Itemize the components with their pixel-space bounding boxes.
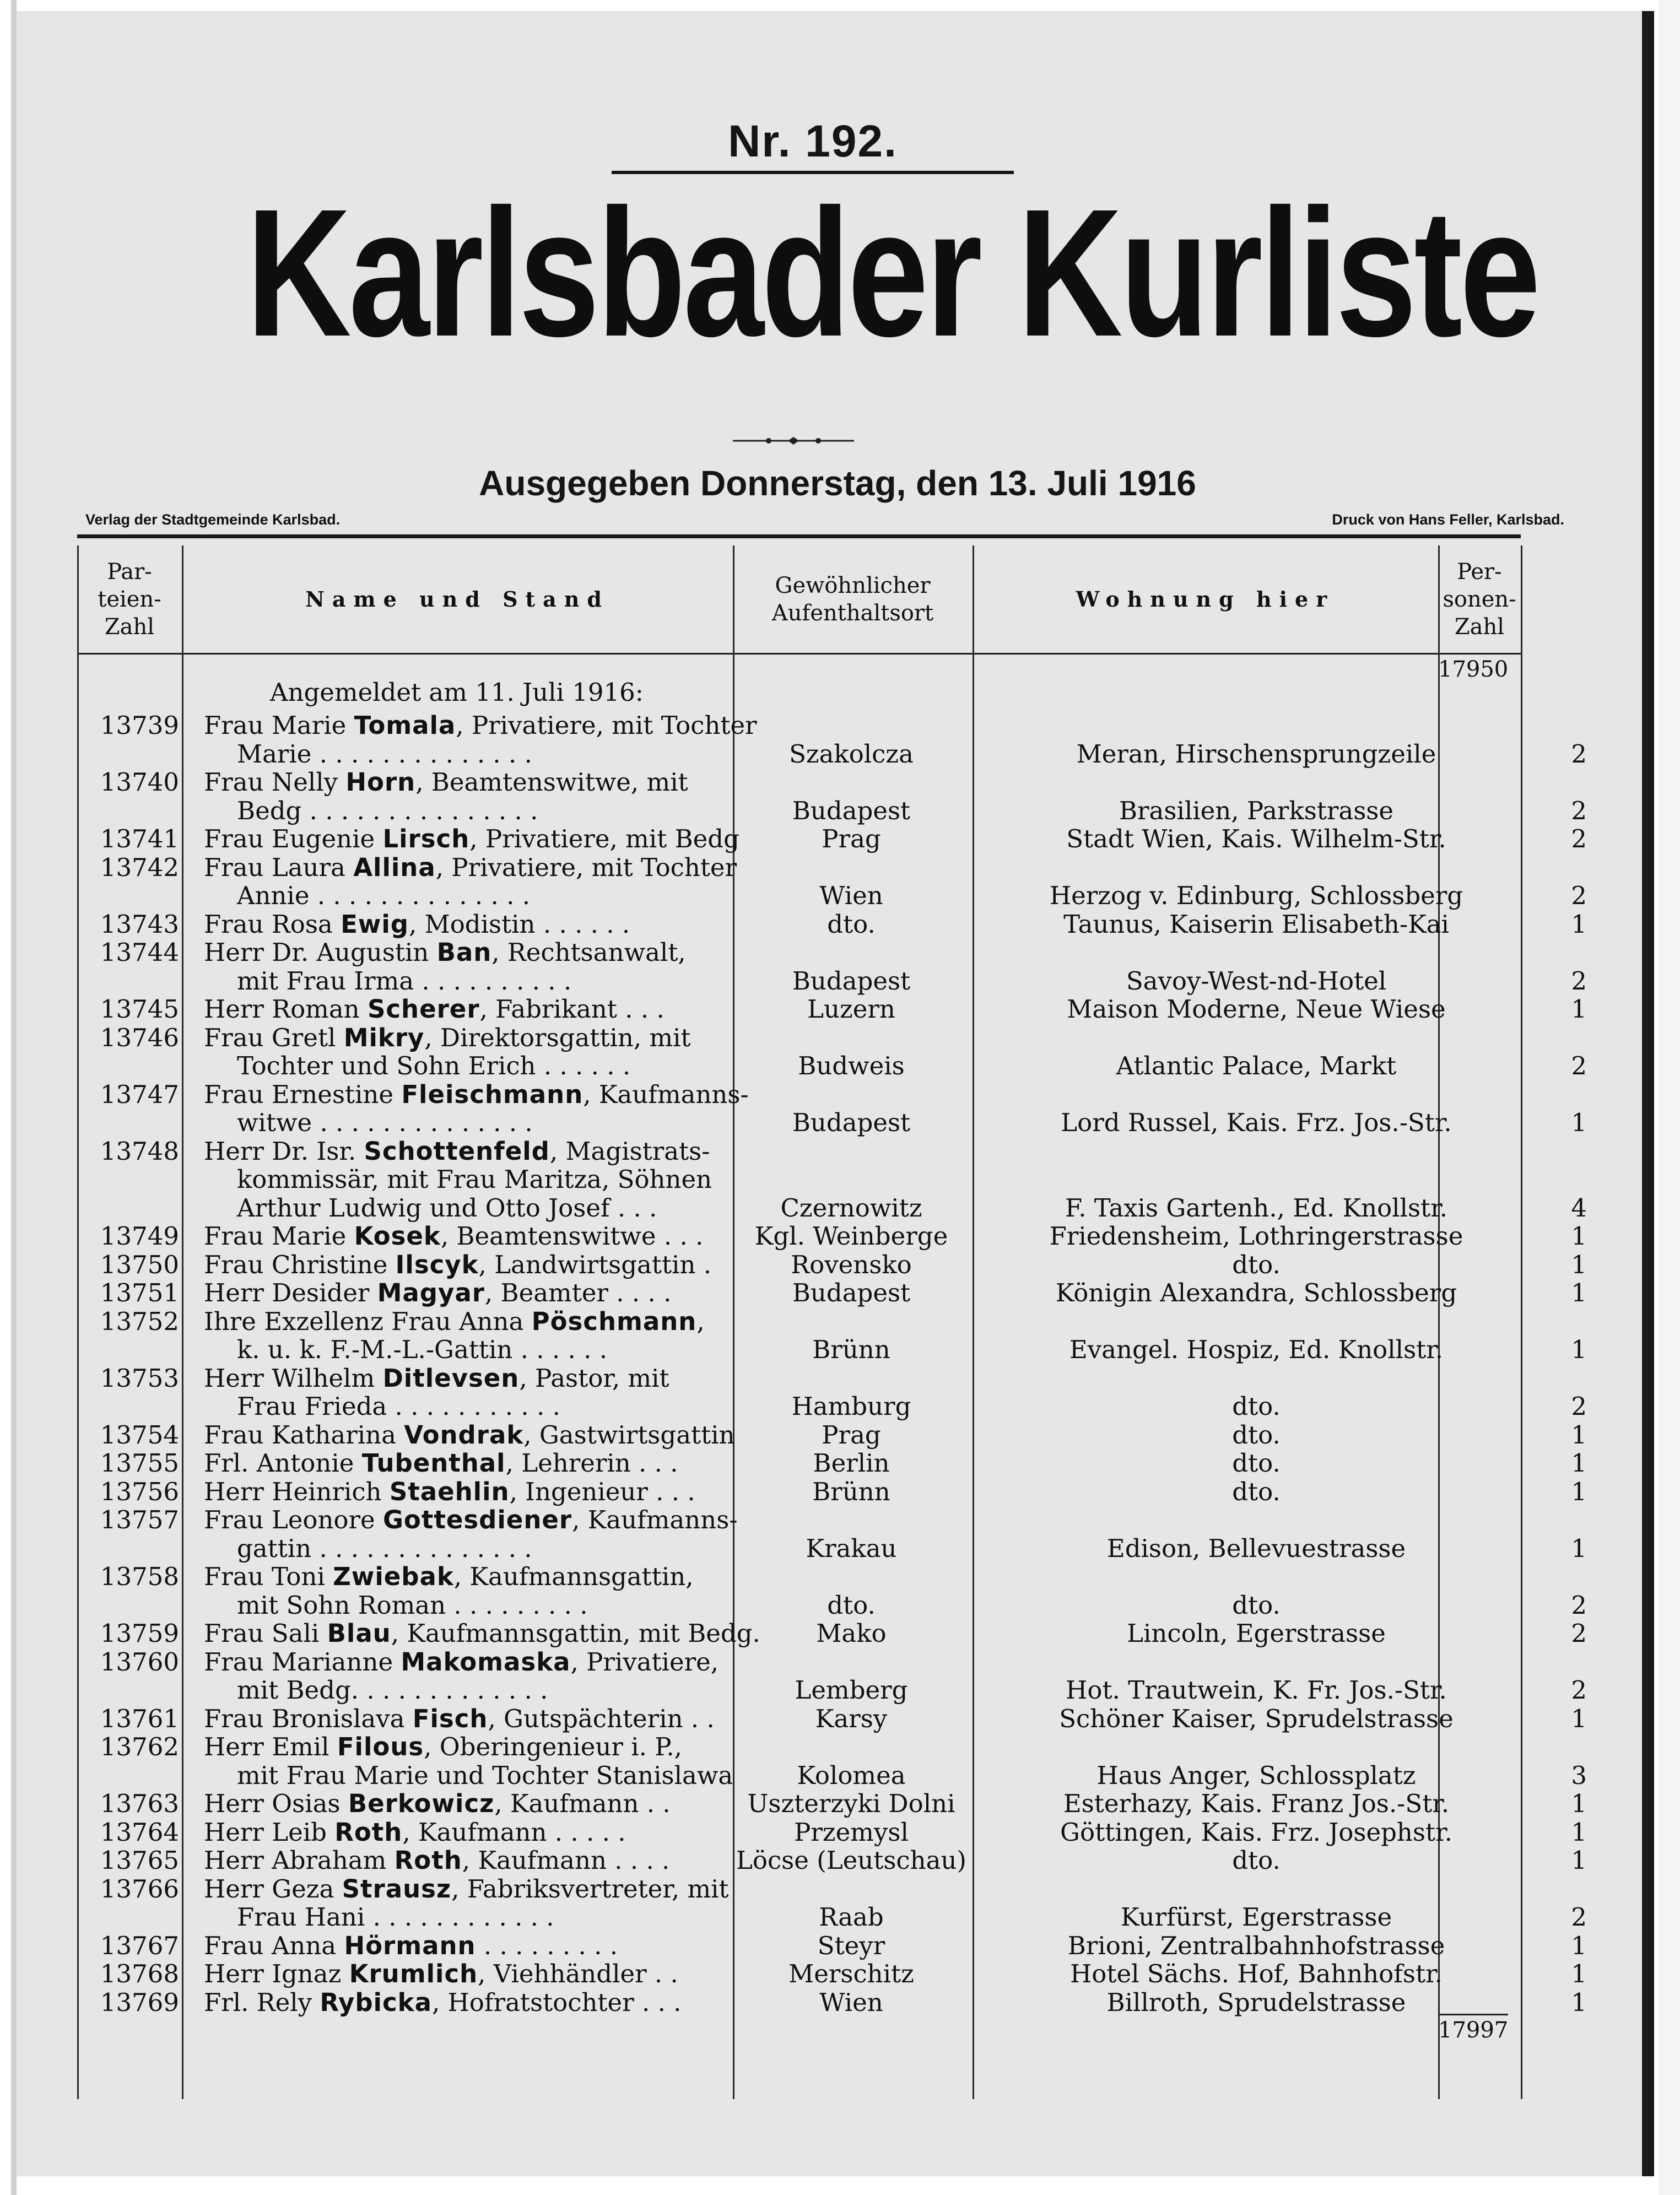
lodging-address: Edison, Bellevuestrasse xyxy=(1106,1533,1406,1563)
surname: Tomala xyxy=(354,711,456,740)
guest-name xyxy=(204,1080,749,1109)
party-number: 13748 xyxy=(100,1136,179,1166)
name-continuation: k. u. k. F.-M.-L.-Gattin . . . . . . xyxy=(237,1335,608,1364)
name-prefix: Herr Abraham xyxy=(204,1846,395,1875)
surname: Zwiebak xyxy=(333,1562,454,1591)
party-number: 13753 xyxy=(100,1363,179,1393)
name-suffix: , Kaufmann . . . . . xyxy=(402,1817,626,1847)
name-suffix: , Hofratstochter . . . xyxy=(431,1987,682,2017)
name-suffix: , Privatiere, mit Tochter xyxy=(456,711,757,740)
usual-residence: Prag xyxy=(822,1420,881,1450)
usual-residence: Hamburg xyxy=(791,1392,911,1421)
guest-name xyxy=(204,1477,695,1506)
persons-count: 1 xyxy=(1571,1250,1587,1279)
guest-name xyxy=(204,938,686,967)
name-prefix: Frau Sali xyxy=(204,1619,327,1648)
lodging-address: Herzog v. Edinburg, Schlossberg xyxy=(1049,881,1463,910)
lodging-address: Savoy-West-nd-Hotel xyxy=(1126,966,1387,996)
carry-over-total: 17950 xyxy=(1438,657,1509,682)
lodging-address: Brioni, Zentralbahnhofstrasse xyxy=(1067,1931,1445,1960)
usual-residence: Czernowitz xyxy=(780,1193,922,1223)
name-suffix: , Rechtsanwalt, xyxy=(491,938,686,967)
issue-date-line: Ausgegeben Donnerstag, den 13. Juli 1916 xyxy=(479,463,1196,503)
name-prefix: Frau Marianne xyxy=(204,1647,401,1677)
guest-name xyxy=(204,1931,618,1960)
persons-count: 2 xyxy=(1571,739,1587,769)
guest-name xyxy=(204,1023,691,1052)
party-number: 13741 xyxy=(100,824,179,853)
printer-line: Druck von Hans Feller, Karlsbad. xyxy=(1332,511,1564,528)
lodging-address: Hotel Sächs. Hof, Bahnhofstr. xyxy=(1070,1959,1443,1988)
name-suffix: , Beamter . . . . xyxy=(484,1278,672,1307)
lodging-address: Taunus, Kaiserin Elisabeth-Kai xyxy=(1063,909,1449,939)
usual-residence: Prag xyxy=(822,824,881,853)
persons-count: 4 xyxy=(1571,1193,1587,1223)
lodging-address: Haus Anger, Schlossplatz xyxy=(1096,1760,1416,1790)
surname: Roth xyxy=(334,1817,403,1847)
name-suffix: , Landwirtsgattin . xyxy=(478,1250,712,1279)
usual-residence: dto. xyxy=(827,1590,876,1620)
persons-count: 1 xyxy=(1571,1108,1587,1137)
guest-name xyxy=(204,853,737,882)
usual-residence: Lemberg xyxy=(795,1675,908,1705)
lodging-address: dto. xyxy=(1232,1846,1281,1875)
name-prefix: Frau Christine xyxy=(204,1250,396,1279)
name-suffix: , Oberingenieur i. P., xyxy=(424,1732,682,1761)
name-prefix: Frau Anna xyxy=(204,1931,344,1960)
column-header-residence: Gewöhnlicher Aufenthaltsort xyxy=(771,572,934,626)
lodging-address: Brasilien, Parkstrasse xyxy=(1119,796,1394,825)
name-suffix: , Fabriksvertreter, mit xyxy=(451,1874,729,1904)
lodging-address: F. Taxis Gartenh., Ed. Knollstr. xyxy=(1065,1193,1447,1223)
guest-name xyxy=(204,767,688,797)
lodging-address: Evangel. Hospiz, Ed. Knollstr. xyxy=(1069,1335,1444,1364)
name-suffix: . . . . . . . . . xyxy=(476,1931,618,1960)
lodging-address: Billroth, Sprudelstrasse xyxy=(1106,1987,1406,2017)
usual-residence: Rovensko xyxy=(791,1250,912,1279)
name-prefix: Frau Marie xyxy=(204,711,354,740)
persons-count: 1 xyxy=(1571,1846,1587,1875)
section-heading: Angemeldet am 11. Juli 1916: xyxy=(270,678,644,707)
name-continuation: mit Frau Marie und Tochter Stanislawa xyxy=(237,1760,733,1790)
usual-residence: Budapest xyxy=(792,1108,911,1137)
scan-edge-right xyxy=(1659,0,1680,2195)
guest-name xyxy=(204,1732,682,1761)
name-suffix: , Privatiere, mit Bedg xyxy=(469,824,739,853)
name-suffix: , Privatiere, xyxy=(570,1647,719,1677)
guest-name xyxy=(204,1818,626,1847)
column-header-rule xyxy=(77,653,1521,655)
surname: Mikry xyxy=(343,1023,425,1052)
party-number: 13761 xyxy=(100,1704,179,1733)
name-prefix: Frau Katharina xyxy=(204,1420,404,1450)
surname: Roth xyxy=(394,1846,462,1875)
surname: Schottenfeld xyxy=(364,1136,550,1166)
column-header-persons: Per- sonen- Zahl xyxy=(1443,559,1516,640)
surname: Allina xyxy=(353,852,436,882)
name-prefix: Herr Leib xyxy=(204,1817,335,1847)
name-suffix: , Beamtenswitwe . . . xyxy=(440,1221,704,1251)
persons-count: 1 xyxy=(1571,1278,1587,1307)
party-number: 13755 xyxy=(100,1448,179,1478)
name-suffix: , Viehhändler . . xyxy=(478,1959,678,1988)
usual-residence: Berlin xyxy=(813,1448,890,1478)
guest-name xyxy=(204,824,739,853)
name-prefix: Frau Leonore xyxy=(204,1505,383,1534)
usual-residence: Przemysl xyxy=(794,1817,909,1847)
lodging-address: Göttingen, Kais. Frz. Josephstr. xyxy=(1060,1817,1452,1847)
name-prefix: Herr Desider xyxy=(204,1278,377,1307)
lodging-address: Schöner Kaiser, Sprudelstrasse xyxy=(1059,1704,1454,1733)
surname: Magyar xyxy=(377,1278,485,1307)
party-number: 13766 xyxy=(100,1874,179,1904)
name-prefix: Herr Heinrich xyxy=(204,1477,390,1506)
lodging-address: Friedensheim, Lothringerstrasse xyxy=(1049,1221,1463,1251)
party-number: 13765 xyxy=(100,1846,179,1875)
party-number: 13740 xyxy=(100,767,179,797)
guest-name xyxy=(204,1420,735,1450)
persons-count: 2 xyxy=(1571,966,1587,996)
guest-name xyxy=(204,1704,715,1733)
name-suffix: , Gastwirtsgattin xyxy=(523,1420,735,1450)
surname: Blau xyxy=(327,1619,391,1648)
guest-name xyxy=(204,1874,729,1904)
name-prefix: Frau Toni xyxy=(204,1562,333,1591)
persons-count: 1 xyxy=(1571,994,1587,1024)
usual-residence: Steyr xyxy=(817,1931,885,1960)
lodging-address: dto. xyxy=(1232,1590,1281,1620)
masthead-title: Karlsbader Kurliste xyxy=(246,171,1538,374)
lodging-address: Hot. Trautwein, K. Fr. Jos.-Str. xyxy=(1066,1675,1447,1705)
guest-name xyxy=(204,1307,705,1336)
guest-name xyxy=(204,1278,671,1307)
party-number: 13747 xyxy=(100,1079,179,1109)
persons-count: 3 xyxy=(1571,1760,1587,1790)
name-continuation: gattin . . . . . . . . . . . . . . xyxy=(237,1533,532,1563)
name-prefix: Herr Ignaz xyxy=(204,1959,349,1988)
usual-residence: Budapest xyxy=(792,1278,911,1307)
persons-count: 1 xyxy=(1571,1335,1587,1364)
guest-name xyxy=(204,1789,671,1818)
surname: Ilscyk xyxy=(395,1250,479,1279)
name-suffix: , Pastor, mit xyxy=(519,1363,669,1393)
persons-count: 2 xyxy=(1571,1590,1587,1620)
name-continuation: Frau Hani . . . . . . . . . . . . xyxy=(237,1902,554,1932)
guest-name xyxy=(204,1647,719,1677)
usual-residence: Budweis xyxy=(798,1051,905,1080)
lodging-address: Königin Alexandra, Schlossberg xyxy=(1055,1278,1457,1307)
persons-count: 1 xyxy=(1571,1533,1587,1563)
persons-count: 1 xyxy=(1571,1817,1587,1847)
name-prefix: Frau Gretl xyxy=(204,1023,344,1052)
party-number: 13745 xyxy=(100,994,179,1024)
surname: Krumlich xyxy=(349,1959,478,1988)
usual-residence: Szakolcza xyxy=(789,739,914,769)
persons-count: 1 xyxy=(1571,1704,1587,1733)
guest-name xyxy=(204,1221,703,1251)
persons-count: 1 xyxy=(1571,1987,1587,2017)
usual-residence: Mako xyxy=(816,1619,887,1648)
lodging-address: Kurfürst, Egerstrasse xyxy=(1120,1902,1392,1932)
usual-residence: Budapest xyxy=(792,966,911,996)
party-number: 13768 xyxy=(100,1959,179,1988)
lodging-address: dto. xyxy=(1232,1448,1281,1478)
surname: Ewig xyxy=(341,909,409,939)
name-prefix: Frau Eugenie xyxy=(204,824,383,853)
party-number: 13758 xyxy=(100,1562,179,1591)
guest-name xyxy=(204,1562,694,1591)
guest-name xyxy=(204,1988,681,2017)
name-continuation: Frau Frieda . . . . . . . . . . . xyxy=(237,1392,560,1421)
persons-count: 2 xyxy=(1571,1902,1587,1932)
guest-name xyxy=(204,711,757,740)
party-number: 13763 xyxy=(100,1789,179,1818)
persons-count: 2 xyxy=(1571,1675,1587,1705)
lodging-address: dto. xyxy=(1232,1477,1281,1506)
surname: Filous xyxy=(337,1732,424,1761)
party-number: 13742 xyxy=(100,852,179,882)
persons-count: 2 xyxy=(1571,881,1587,910)
persons-count: 1 xyxy=(1571,1420,1587,1450)
masthead-ornament xyxy=(733,435,854,446)
name-prefix: Frau Marie xyxy=(204,1221,354,1251)
persons-count: 2 xyxy=(1571,1392,1587,1421)
usual-residence: Wien xyxy=(819,1987,883,2017)
surname: Hörmann xyxy=(344,1931,476,1960)
name-prefix: Frau Laura xyxy=(204,852,354,882)
usual-residence: Löcse (Leutschau) xyxy=(736,1846,966,1875)
usual-residence: Merschitz xyxy=(788,1959,914,1988)
name-prefix: Herr Osias xyxy=(204,1789,348,1818)
party-number: 13752 xyxy=(100,1306,179,1336)
guest-name xyxy=(204,1448,678,1478)
column-rule xyxy=(182,545,183,2099)
lodging-address: dto. xyxy=(1232,1420,1281,1450)
persons-count: 1 xyxy=(1571,1959,1587,1988)
usual-residence: Raab xyxy=(819,1902,884,1932)
persons-count: 1 xyxy=(1571,1221,1587,1251)
issue-number: Nr. 192. xyxy=(612,116,1014,174)
surname: Lirsch xyxy=(382,824,470,853)
surname: Gottesdiener xyxy=(382,1505,572,1534)
name-continuation: mit Bedg. . . . . . . . . . . . . xyxy=(237,1675,548,1705)
party-number: 13750 xyxy=(100,1250,179,1279)
party-number: 13746 xyxy=(100,1023,179,1052)
name-suffix: , Beamtenswitwe, mit xyxy=(415,767,688,797)
persons-count: 2 xyxy=(1571,824,1587,853)
name-prefix: Frau Bronislava xyxy=(204,1704,413,1733)
lodging-address: Lincoln, Egerstrasse xyxy=(1127,1619,1386,1648)
guest-name xyxy=(204,1846,669,1875)
guest-name xyxy=(204,1959,678,1988)
surname: Rybicka xyxy=(320,1987,432,2017)
name-prefix: Frl. Rely xyxy=(204,1987,320,2017)
name-prefix: Herr Roman xyxy=(204,994,368,1024)
party-number: 13762 xyxy=(100,1732,179,1761)
column-header-name: Name und Stand xyxy=(305,586,609,612)
surname: Berkowicz xyxy=(348,1789,495,1818)
party-number: 13743 xyxy=(100,909,179,939)
name-prefix: Herr Geza xyxy=(204,1874,342,1904)
surname: Pöschmann xyxy=(531,1306,697,1336)
name-prefix: Herr Emil xyxy=(204,1732,337,1761)
usual-residence: Krakau xyxy=(806,1533,897,1563)
name-suffix: , Kaufmanns- xyxy=(572,1505,738,1534)
surname: Vondrak xyxy=(404,1420,524,1450)
name-continuation: witwe . . . . . . . . . . . . . . xyxy=(237,1108,533,1137)
name-continuation: Marie . . . . . . . . . . . . . . xyxy=(237,739,532,769)
usual-residence: Brünn xyxy=(812,1335,890,1364)
surname: Tubenthal xyxy=(361,1448,506,1478)
column-header-party-no: Par- teien- Zahl xyxy=(98,559,161,640)
name-suffix: , Privatiere, mit Tochter xyxy=(435,852,737,882)
name-continuation: Arthur Ludwig und Otto Josef . . . xyxy=(237,1193,657,1223)
party-number: 13756 xyxy=(100,1477,179,1506)
party-number: 13739 xyxy=(100,711,179,740)
lodging-address: Stadt Wien, Kais. Wilhelm-Str. xyxy=(1066,824,1446,853)
persons-count: 1 xyxy=(1571,909,1587,939)
lodging-address: Atlantic Palace, Markt xyxy=(1116,1051,1397,1080)
name-prefix: Frl. Antonie xyxy=(204,1448,362,1478)
lodging-address: Esterhazy, Kais. Franz Jos.-Str. xyxy=(1063,1789,1450,1818)
surname: Kosek xyxy=(354,1221,441,1251)
usual-residence: Uszterzyki Dolni xyxy=(747,1789,955,1818)
persons-count: 2 xyxy=(1571,796,1587,825)
name-suffix: , Kaufmanns- xyxy=(583,1079,749,1109)
persons-count: 2 xyxy=(1571,1619,1587,1648)
name-prefix: Ihre Exzellenz Frau Anna xyxy=(204,1306,532,1336)
guest-name xyxy=(204,1505,738,1534)
party-number: 13760 xyxy=(100,1647,179,1677)
name-suffix: , Kaufmann . . . . xyxy=(462,1846,670,1875)
lodging-address: Maison Moderne, Neue Wiese xyxy=(1067,994,1446,1024)
usual-residence: Kgl. Weinberge xyxy=(754,1221,948,1251)
party-number: 13751 xyxy=(100,1278,179,1307)
party-number: 13757 xyxy=(100,1505,179,1534)
name-suffix: , Fabrikant . . . xyxy=(479,994,665,1024)
surname: Strausz xyxy=(342,1874,452,1904)
name-continuation: Bedg . . . . . . . . . . . . . . . xyxy=(237,796,538,825)
lodging-address: dto. xyxy=(1232,1250,1281,1279)
persons-count: 1 xyxy=(1571,1477,1587,1506)
party-number: 13764 xyxy=(100,1817,179,1847)
persons-count: 1 xyxy=(1571,1789,1587,1818)
surname: Ban xyxy=(436,938,492,967)
party-number: 13749 xyxy=(100,1221,179,1251)
party-number: 13767 xyxy=(100,1931,179,1960)
name-suffix: , Gutspächterin . . xyxy=(488,1704,715,1733)
usual-residence: Brünn xyxy=(812,1477,890,1506)
surname: Scherer xyxy=(367,994,480,1024)
column-rule xyxy=(973,545,974,2099)
name-suffix: , xyxy=(696,1306,705,1336)
guest-name xyxy=(204,1619,760,1648)
surname: Ditlevsen xyxy=(382,1363,520,1393)
lodging-address: dto. xyxy=(1232,1392,1281,1421)
name-continuation: Tochter und Sohn Erich . . . . . . xyxy=(237,1051,631,1080)
party-number: 13759 xyxy=(100,1619,179,1648)
name-suffix: , Ingenieur . . . xyxy=(509,1477,695,1506)
persons-count: 1 xyxy=(1571,1931,1587,1960)
surname: Fisch xyxy=(412,1704,488,1733)
name-suffix: , Direktorsgattin, mit xyxy=(424,1023,691,1052)
name-suffix: , Modistin . . . . . . xyxy=(409,909,630,939)
usual-residence: Budapest xyxy=(792,796,911,825)
scan-edge-left xyxy=(11,0,17,2195)
name-prefix: Herr Dr. Augustin xyxy=(204,938,437,967)
name-prefix: Herr Wilhelm xyxy=(204,1363,383,1393)
name-suffix: , Kaufmann . . xyxy=(494,1789,671,1818)
guest-name xyxy=(204,1250,711,1279)
guest-name xyxy=(204,994,665,1024)
name-continuation: Annie . . . . . . . . . . . . . . xyxy=(237,881,531,910)
party-number: 13769 xyxy=(100,1987,179,2017)
name-continuation: mit Frau Irma . . . . . . . . . . xyxy=(237,966,572,996)
usual-residence: Luzern xyxy=(807,994,895,1024)
surname: Fleischmann xyxy=(401,1079,584,1109)
name-suffix: , Magistrats- xyxy=(549,1136,710,1166)
usual-residence: Wien xyxy=(819,881,883,910)
lodging-address: Lord Russel, Kais. Frz. Jos.-Str. xyxy=(1061,1108,1452,1137)
name-suffix: , Lehrerin . . . xyxy=(505,1448,678,1478)
surname: Horn xyxy=(345,767,416,797)
lodging-address: Meran, Hirschensprungzeile xyxy=(1076,739,1436,769)
usual-residence: Karsy xyxy=(815,1704,888,1733)
name-continuation: kommissär, mit Frau Maritza, Söhnen xyxy=(237,1165,712,1194)
party-number: 13754 xyxy=(100,1420,179,1450)
final-total: 17997 xyxy=(1438,2014,1508,2043)
name-prefix: Herr Dr. Isr. xyxy=(204,1136,364,1166)
header-rule xyxy=(77,534,1521,538)
persons-count: 2 xyxy=(1571,1051,1587,1080)
name-prefix: Frau Nelly xyxy=(204,767,346,797)
name-suffix: , Kaufmannsgattin, xyxy=(453,1562,694,1591)
name-suffix: , Kaufmannsgattin, mit Bedg. xyxy=(391,1619,760,1648)
surname: Staehlin xyxy=(389,1477,510,1506)
surname: Makomaska xyxy=(401,1647,571,1677)
name-prefix: Frau Rosa xyxy=(204,909,341,939)
persons-count: 1 xyxy=(1571,1448,1587,1478)
guest-name xyxy=(204,1364,669,1393)
usual-residence: dto. xyxy=(827,909,876,939)
column-header-lodging: Wohnung hier xyxy=(1076,586,1335,612)
name-continuation: mit Sohn Roman . . . . . . . . . xyxy=(237,1590,588,1620)
publisher-line: Verlag der Stadtgemeinde Karlsbad. xyxy=(85,511,341,528)
name-prefix: Frau Ernestine xyxy=(204,1079,402,1109)
usual-residence: Kolomea xyxy=(797,1760,906,1790)
party-number: 13744 xyxy=(100,938,179,967)
guest-name xyxy=(204,1137,710,1166)
guest-name xyxy=(204,910,630,939)
